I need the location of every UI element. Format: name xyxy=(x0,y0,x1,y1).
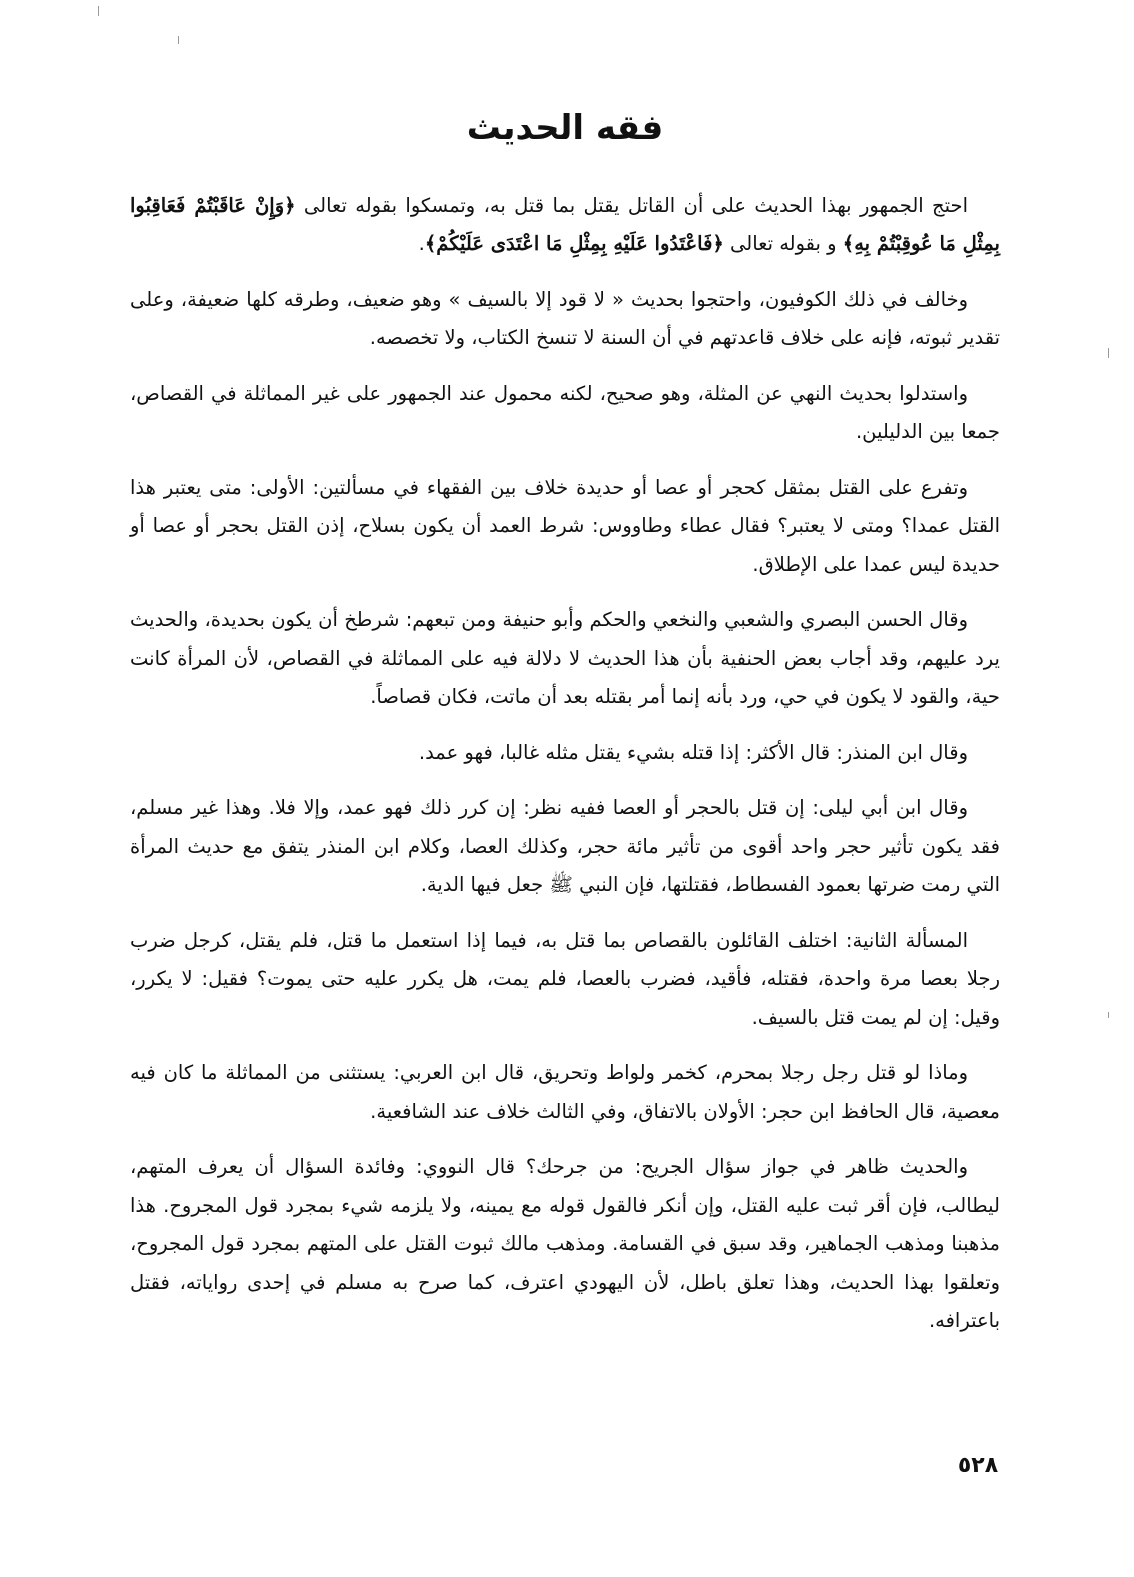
paragraph: وقال ابن المنذر: قال الأكثر: إذا قتله بشيء يقتل مثله غالبا، فهو عمد. xyxy=(418,740,968,764)
paragraph: وماذا لو قتل رجل رجلا بمحرم، كخمر ولواط وتحريق، قال ابن العربي: يستثنى من المماثلة ما كان فيه معصية، قال الحافظ ابن حجر: الأولان بالاتفاق، وفي الثالث خلاف عند الشافعية. xyxy=(130,1061,1000,1123)
paragraph-text: . xyxy=(418,232,425,256)
paragraph: واستدلوا بحديث النهي عن المثلة، وهو صحيح، لكنه محمول عند الجمهور على غير المماثلة في القصاص، جمعا بين الدليلين. xyxy=(130,381,1000,444)
paragraph: المسألة الثانية: اختلف القائلون بالقصاص بما قتل به، فيما إذا استعمل ما قتل، فلم يقتل، كرجل ضرب رجلا بعصا مرة واحدة، فقتله، فأقيد، فضرب بالعصا، فلم يمت، هل يكرر عليه حتى يموت؟ فقيل: لا يكرر، وقيل: إن لم يمت قتل بالسيف. xyxy=(130,928,1000,1029)
paragraph xyxy=(130,187,1000,264)
paragraph-text: و بقوله تعالى xyxy=(723,232,843,256)
paragraph: وقال الحسن البصري والشعبي والنخعي والحكم وأبو حنيفة ومن تبعهم: شرطخ أن يكون بحديدة، والحديث يرد عليهم، وقد أجاب بعض الحنفية بأن هذا الحديث لا دلالة فيه على المماثلة في القصاص، لأن المرأة كانت حية، والقود لا يكون في حي، ورد بأنه إنما أمر بقتله بعد أن ماتت، فكان قصاصاً. xyxy=(130,608,1000,709)
scan-mark xyxy=(178,36,179,44)
paragraph: وخالف في ذلك الكوفيون، واحتجوا بحديث « لا قود إلا بالسيف » وهو ضعيف، وطرقه كلها ضعيفة، وعلى تقدير ثبوته، فإنه على خلاف قاعدتهم في أن السنة لا تنسخ الكتاب، ولا تخصصه. xyxy=(130,287,1000,350)
quran-verse: ﴿وَإِنْ عَاقَبْتُمْ فَعَاقِبُوا بِمِثْلِ مَا عُوقِبْتُمْ بِهِ﴾ xyxy=(130,193,1000,256)
scan-mark xyxy=(1108,348,1109,358)
page-number: ٥٢٨ xyxy=(957,1453,999,1478)
quran-verse: ﴿فَاعْتَدُوا عَلَيْهِ بِمِثْلِ مَا اعْتَدَى عَلَيْكُمْ﴾ xyxy=(424,232,724,256)
scan-mark xyxy=(1108,1012,1109,1018)
paragraph-text: احتج الجمهور بهذا الحديث على أن القاتل يقتل بما قتل به، وتمسكوا بقوله تعالى xyxy=(295,193,969,217)
paragraph: وقال ابن أبي ليلى: إن قتل بالحجر أو العصا ففيه نظر: إن كرر ذلك فهو عمد، وإلا فلا. وهذا غير مسلم، فقد يكون تأثير حجر واحد أقوى من تأثير مائة حجر، وكذلك العصا، وكلام ابن المنذر يتفق مع حديث المرأة التي رمت ضرتها بعمود الفسطاط، فقتلتها، فإن النبي ﷺ جعل فيها الدية. xyxy=(130,796,1000,897)
paragraph: والحديث ظاهر في جواز سؤال الجريح: من جرحك؟ قال النووي: وفائدة السؤال أن يعرف المتهم، ليطالب، فإن أقر ثبت عليه القتل، وإن أنكر فالقول قوله مع يمينه، ولا يلزمه شيء بمجرد قول المجروح. هذا مذهبنا ومذهب الجماهير، وقد سبق في القسامة. ومذهب مالك ثبوت القتل على المتهم بمجرد قول المجروح، وتعلقوا بهذا الحديث، وهذا تعلق باطل، لأن اليهودي اعترف، كما صرح به مسلم في إحدى رواياته، فقتل باعترافه. xyxy=(130,1155,1000,1333)
paragraph: وتفرع على القتل بمثقل كحجر أو عصا أو حديدة خلاف بين الفقهاء في مسألتين: الأولى: متى يعتبر هذا القتل عمدا؟ ومتى لا يعتبر؟ فقال عطاء وطاووس: شرط العمد أن يكون بسلاح، إذن القتل بحجر أو عصا أو حديدة ليس عمدا على الإطلاق. xyxy=(130,475,1000,576)
document-page xyxy=(130,108,1000,1358)
page-title: فقه الحديث xyxy=(466,108,664,148)
scan-mark xyxy=(98,6,99,16)
